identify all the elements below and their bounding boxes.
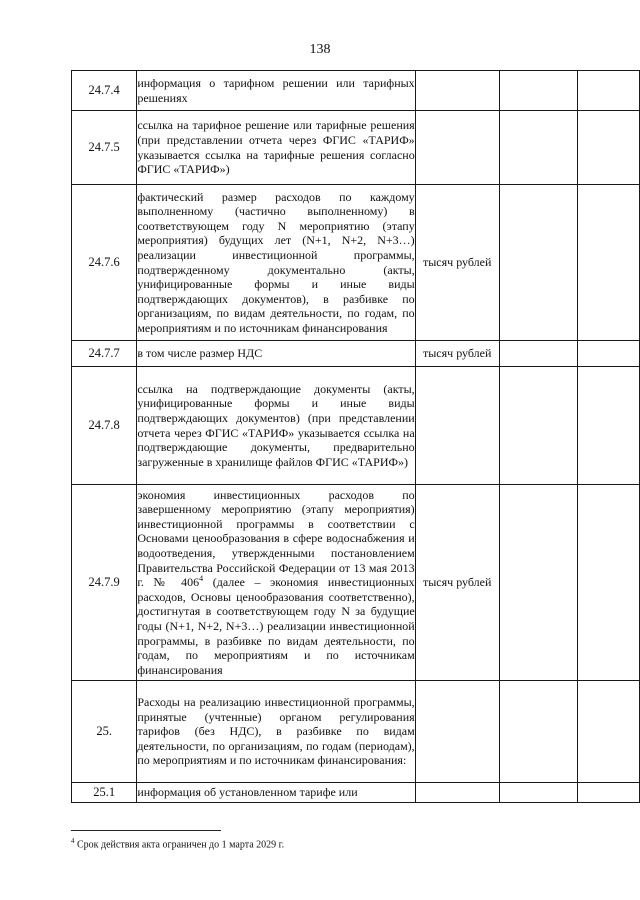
- table-row: [72, 185, 640, 341]
- row-number: 24.7.4: [72, 71, 137, 111]
- row-unit: тысяч рублей: [415, 185, 499, 341]
- row-unit: тысяч рублей: [415, 485, 499, 681]
- empty-cell: [499, 783, 577, 803]
- row-description: в том числе размер НДС: [137, 341, 415, 367]
- row-number: 24.7.7: [72, 341, 137, 367]
- empty-cell: [499, 185, 577, 341]
- row-number: 25.: [72, 681, 137, 783]
- row-number: 24.7.5: [72, 111, 137, 185]
- row-unit: [415, 681, 499, 783]
- empty-cell: [578, 111, 640, 185]
- row-number: 25.1: [72, 783, 137, 803]
- row-unit: [415, 111, 499, 185]
- empty-cell: [578, 341, 640, 367]
- empty-cell: [499, 71, 577, 111]
- table-row: [72, 681, 640, 783]
- page-number: 138: [309, 42, 331, 57]
- table-row: [72, 341, 640, 367]
- row-description: ссылка на тарифное решение или тарифные решения (при представлении отчета через ФГИС «ТАРИФ» указывается ссылка на тарифные решения согласно ФГИС «ТАРИФ»): [137, 111, 415, 185]
- empty-cell: [499, 681, 577, 783]
- empty-cell: [578, 485, 640, 681]
- row-description: информация об установленном тарифе или: [137, 783, 415, 803]
- row-number: 24.7.9: [72, 485, 137, 681]
- row-number: 24.7.8: [72, 367, 137, 485]
- footnote-separator: [71, 830, 221, 831]
- footnote: [71, 837, 284, 850]
- table-row: [72, 71, 640, 111]
- empty-cell: [578, 71, 640, 111]
- table-row: [72, 367, 640, 485]
- empty-cell: [578, 185, 640, 341]
- empty-cell: [578, 783, 640, 803]
- footnote-reference: 4: [199, 574, 204, 584]
- footnote-text: Срок действия акта ограничен до 1 марта 2029 г.: [74, 839, 285, 851]
- empty-cell: [499, 367, 577, 485]
- footnote-mark: 4: [71, 837, 75, 845]
- row-description: информация о тарифном решении или тарифных решениях: [137, 71, 415, 111]
- row-unit: [415, 367, 499, 485]
- table-row: [72, 111, 640, 185]
- empty-cell: [578, 681, 640, 783]
- row-description: фактический размер расходов по каждому выполненному (частично выполненному) в соответствующем году N мероприятию (этапу мероприятия) будущих лет (N+1, N+2, N+3…) реализации инвестиционной программы, подтвержденному документально (акты, унифицированные формы и иные виды подтверждающих документов), в разбивке по организациям, по видам деятельности, по годам, по мероприятиям и по источникам финансирования: [137, 185, 415, 341]
- report-table: [71, 70, 640, 803]
- description-text: (далее – экономия инвестиционных расходов, Основы ценообразования соответственно), достигнутая в соответствующем году N за будущие годы (N+1, N+2, N+3…) реализации инвестиционной программы, в разбивке по видам деятельности, по годам, по мероприятиям и по источникам финансирования: [137, 575, 415, 677]
- row-number: 24.7.6: [72, 185, 137, 341]
- table-row: [72, 783, 640, 803]
- row-unit: [415, 71, 499, 111]
- table-row: [72, 485, 640, 681]
- row-description: ссылка на подтверждающие документы (акты, унифицированные формы и иные виды подтверждающих документов) (при представлении отчета через ФГИС «ТАРИФ» указывается ссылка на подтверждающие документы, предварительно загруженные в хранилище файлов ФГИС «ТАРИФ»): [137, 367, 415, 485]
- description-text: экономия инвестиционных расходов по завершенному мероприятию (этапу мероприятия) инвестиционной программы в соответствии с Основами ценообразования в сфере водоснабжения и водоотведения, утвержденными постановлением Правительства Российской Федерации от 13 мая 2013 г. № 406: [137, 487, 415, 590]
- row-description: [137, 485, 415, 681]
- empty-cell: [578, 367, 640, 485]
- row-unit: тысяч рублей: [415, 341, 499, 367]
- empty-cell: [499, 341, 577, 367]
- row-description: Расходы на реализацию инвестиционной программы, принятые (учтенные) органом регулирования тарифов (без НДС), в разбивке по видам деятельности, по организациям, по годам (периодам), по мероприятиям и по источникам финансирования:: [137, 681, 415, 783]
- empty-cell: [499, 485, 577, 681]
- empty-cell: [499, 111, 577, 185]
- row-unit: [415, 783, 499, 803]
